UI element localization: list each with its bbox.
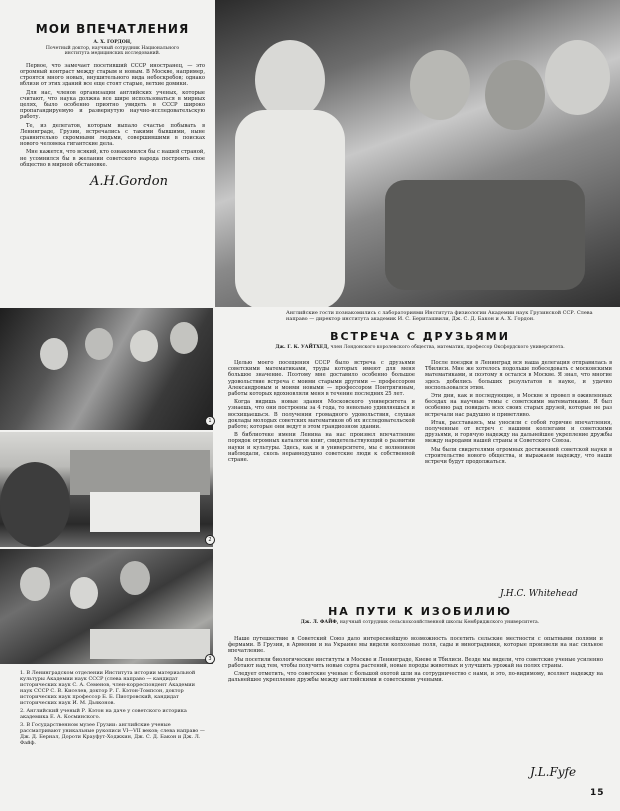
article2-left-column xyxy=(228,360,415,465)
article1-paragraph: Мне кажется, что всякий, кто ознакомился бы с нашей страной, не усомнился бы в желании советского народа построить свое общество в мирной обстановке. xyxy=(20,149,205,168)
article2-right-column xyxy=(425,360,612,467)
caption-line: 1. В Ленинградском отделении Института истории материальной культуры Академии наук СССР (слева направо — кандидат исторических наук С. А. Семенов, член-корреспондент Академии наук СССР С. В. Киселев, доктор Р. Г. Кэтон-Томпсон, доктор исторических наук профессор Б. Б. Пиотровский, кандидат исторических наук И. М. Дьяконов. xyxy=(20,670,196,706)
person-head-icon xyxy=(120,561,150,595)
article1-signature: A.H.Gordon xyxy=(90,174,168,190)
article1-paragraph: Те, из делегатов, которым выпало счастье побывать в Ленинграде, Грузии, встречались с такими бывшими, ныне сравнительно скромными людьми, совершившими в поисках нового человека гигантские дела. xyxy=(20,122,205,148)
person-head-icon xyxy=(40,338,68,370)
person-head-icon xyxy=(85,328,113,360)
photos-caption xyxy=(20,670,208,748)
main-photo-caption: Английские гости познакомились с лабораториями Института физиологии Академии наук Грузинской ССР. Слева направо — директор института академик И. С. Бериташвили, Дж. С. Д. Бакон и А. Х. Гордон. xyxy=(286,310,593,322)
caption-line: 2. Английский ученый Р. Кэтон на даче у советского историка академика Е. А. Косминского. xyxy=(20,708,187,720)
article2-paragraph: Итак, расставаясь, мы уносили с собой горячие впечатления, полученные от встреч с нашими коллегами и советскими друзьями, и горячую надежду на дальнейшее укрепление дружбы между народами нашей страны и Советского Союза. xyxy=(425,419,612,445)
article-meeting-friends xyxy=(225,330,615,351)
article3-author-desc: научный сотрудник сельскохозяйственной школы Кембриджского университета. xyxy=(339,620,540,625)
article3-paragraph: Мы посетили биологические институты в Москве и Ленинграде, Киеве и Тбилиси. Везде мы видели, что советские ученые усиленно работают над тем, чтобы получить новые сорта растений, новые породы животных и улучшить урожай на полях страны. xyxy=(228,656,603,669)
photo-number-badge: 3 xyxy=(205,654,215,664)
page-number: 15 xyxy=(590,788,605,798)
caption-line: 3. В Государственном музее Грузии: английские ученые рассматривают уникальные рукописи VI—VII веков; слева направо — Дж. Д. Бернал, Дороти Крауфут-Ходжкин, Дж. С. Д. Бакон и Дж. Л. Файф. xyxy=(20,722,205,746)
article2-paragraph: Когда видишь новые здания Московского университета и узнаешь, что они построены за 4 года, то невольно удивляешься и восхищаешься. В получении громадного удовольствия, слушая доклады молодых советских математиков об их исследовательской работе; которые они ведут в этом грандиозном здании. xyxy=(228,399,415,431)
article3-body xyxy=(228,636,603,685)
article2-author-desc: член Лондонского королевского общества, математик, профессор Оксфордского университета. xyxy=(330,345,565,350)
person-head-icon xyxy=(70,577,98,609)
photo-laboratory xyxy=(215,0,620,307)
article1-paragraph: Первое, что замечает посетивший СССР иностранец, — это огромный контраст между старым и новым. В Москве, например, строятся много новых, внушительного вида небоскребов; однако вблизи от этих зданий все еще стоят старые, ветхие домики. xyxy=(20,62,205,88)
house-wall xyxy=(90,492,200,532)
photo-number-badge: 2 xyxy=(205,535,215,545)
article1-body xyxy=(20,63,205,168)
article-path-to-abundance xyxy=(225,605,615,626)
article2-paragraph: Мы были свидетелями огромных достижений советской науки в строительстве нового общества, и выражаем надежду, что наши встречи будут продолжаться. xyxy=(425,446,612,466)
person-head-icon xyxy=(410,50,470,120)
article3-byline xyxy=(225,620,615,626)
person-head-icon xyxy=(255,40,325,120)
article2-paragraph: Эти дни, как и последующие, в Москве я провел в оживленных беседах на научные темы с советскими математиками. Я был особенно рад повидать всех своих старых друзей, которые не раз встречали нас радушно и приветливо. xyxy=(425,393,612,418)
house-roof xyxy=(70,450,210,495)
article2-paragraph: В библиотеке имени Ленина на нас произвел впечатление порядок огромных каталогов книг, свидетельствующий о развитии науки и культуры. Здесь, как и в университете, мы с волнением наблюдали, сколь неравнодушно советские люди к собственной стране. xyxy=(228,432,415,464)
lab-apparatus xyxy=(385,180,585,290)
article3-author: Дж. Л. ФАЙФ, xyxy=(300,620,339,625)
article-my-impressions xyxy=(20,22,205,189)
article2-signature: J.H.C. Whitehead xyxy=(500,589,578,599)
photo-number-badge: 1 xyxy=(205,416,215,426)
article3-signature: J.L.Fyfe xyxy=(530,765,577,779)
article3-paragraph: Следует отметить, что советские ученые с большой охотой шли на сотрудничество с нами, и это, по-видимому, вселяет надежду на дальнейшее укрепление дружбы между английскими и советскими учеными. xyxy=(228,671,603,684)
article3-paragraph: Наше путешествие в Советский Союз дало интереснейшую возможность посетить сельские местности с опытными полями и фермами. В Грузии, в Армении и на Украине мы видели колхозные поля, сады и виноградники, которые произвели на нас сильное впечатление. xyxy=(228,636,603,655)
person-head-icon xyxy=(20,567,50,601)
article2-byline xyxy=(225,345,615,351)
article2-paragraph: Целью моего посещения СССР было встреча с друзьями советскими математиками, труды которых имеют для меня большое значение. Поэтому мне доставило особенно большое удовольствие встреча с моими старыми другими — профессором Александровым и моими новыми — профессором Понтрягиным, работы которых вдохновляли меня в течение последних 25 лет. xyxy=(228,360,415,398)
photo-3-museum xyxy=(0,549,213,664)
article3-title: НА ПУТИ К ИЗОБИЛИЮ xyxy=(328,605,512,618)
person-head-icon xyxy=(485,60,545,130)
article1-author: А. Х. ГОРДОН, xyxy=(93,40,132,45)
article1-author-desc: Почетный доктор, научный сотрудник Национального института медицинских исследований. xyxy=(45,45,180,57)
person-head-icon xyxy=(545,40,610,115)
lab-coat-figure xyxy=(235,110,345,307)
person-head-icon xyxy=(170,322,198,354)
article2-author: Дж. Г. К. УАЙТХЕД, xyxy=(275,345,329,350)
article2-title: ВСТРЕЧА С ДРУЗЬЯМИ xyxy=(330,330,510,343)
tree-icon xyxy=(0,462,70,547)
article1-paragraph: Для нас, членов организации английских ученых, которые считают, что наука должна все шире использоваться в мирных целях, было особенно приятно увидеть в СССР широко пропагандируемую и развернутую научно-исследовательскую работу. xyxy=(20,89,205,121)
person-head-icon xyxy=(130,330,158,362)
manuscript-table xyxy=(90,629,210,659)
article1-title: МОИ ВПЕЧАТЛЕНИЯ xyxy=(35,22,190,36)
photo-1-leningrad xyxy=(0,308,213,430)
photo-2-dacha xyxy=(0,432,213,547)
article2-paragraph: После поездки в Ленинград вся наша делегация отправилась в Тбилиси. Мне же хотелось подольше побеседовать с московскими математиками, и поэтому я остался в Москве. Я знал, что многие здесь добились больших результатов в науке, и удачно воспользовался этим. xyxy=(425,360,612,391)
